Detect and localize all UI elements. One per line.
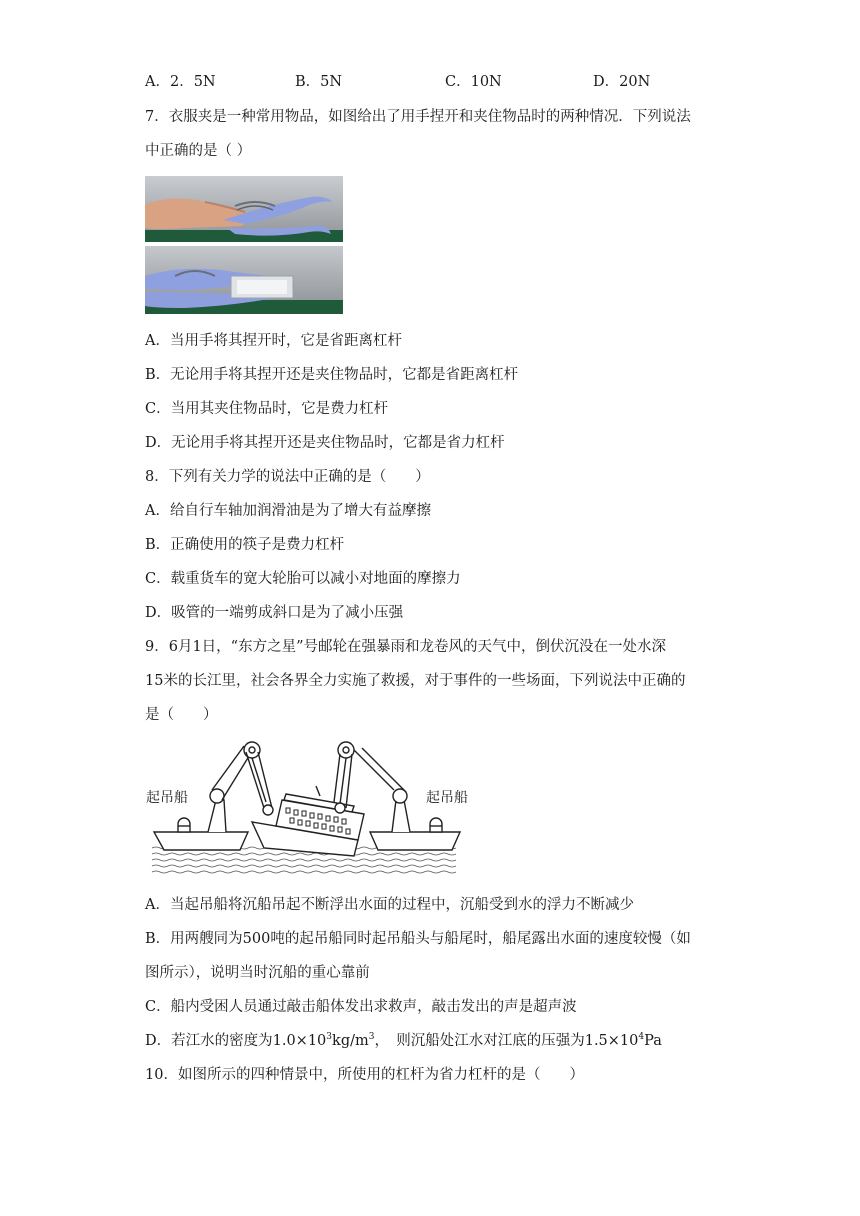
q9-d-part3: ， 则沉船处江水对江底的压强为1.5×10 bbox=[374, 1033, 639, 1049]
q9-option-c: C．船内受困人员通过敲击船体发出求救声，敲击发出的声是超声波 bbox=[145, 999, 577, 1015]
q6-option-d: D．20N bbox=[593, 74, 651, 90]
q8-option-a: A．给自行车轴加润滑油是为了增大有益摩擦 bbox=[145, 503, 431, 519]
clothespin-pinched-photo bbox=[145, 176, 343, 242]
crane-ship-figure bbox=[140, 738, 480, 882]
q7-stem-line1: 7．衣服夹是一种常用物品，如图给出了用手捏开和夹住物品时的两种情况．下列说法 bbox=[145, 109, 691, 125]
q6-option-b: B．5N bbox=[295, 74, 343, 90]
q7-stem-line2: 中正确的是（ ） bbox=[145, 143, 252, 159]
left-crane-label: 起吊船 bbox=[146, 789, 188, 805]
q8-stem: 8．下列有关力学的说法中正确的是（ ） bbox=[145, 469, 430, 485]
q7-option-c: C．当用其夹住物品时，它是费力杠杆 bbox=[145, 401, 389, 417]
q8-option-b: B．正确使用的筷子是费力杠杆 bbox=[145, 537, 345, 553]
q9-stem-line3: 是（ ） bbox=[145, 707, 218, 723]
q8-option-c: C．载重货车的宽大轮胎可以减小对地面的摩擦力 bbox=[145, 571, 461, 587]
q9-option-d bbox=[145, 1031, 662, 1051]
q10-stem: 10．如图所示的四种情景中，所使用的杠杆为省力杠杆的是（ ） bbox=[145, 1067, 584, 1083]
q9-option-b-line2: 图所示），说明当时沉船的重心靠前 bbox=[145, 965, 370, 981]
q7-option-b: B．无论用手将其捏开还是夹住物品时，它都是省距离杠杆 bbox=[145, 367, 519, 383]
right-crane-label: 起吊船 bbox=[426, 789, 468, 805]
q9-d-part2: kg/m bbox=[332, 1033, 369, 1049]
q9-stem-line2: 15米的长江里，社会各界全力实施了救援，对于事件的一些场面，下列说法中正确的 bbox=[145, 673, 686, 689]
q9-d-part1: D．若江水的密度为1.0×10 bbox=[145, 1033, 327, 1049]
q9-d-exp2: 3 bbox=[368, 1032, 375, 1043]
q9-d-exp1: 3 bbox=[326, 1032, 333, 1043]
q6-option-c: C．10N bbox=[445, 74, 502, 90]
q7-option-d: D．无论用手将其捏开还是夹住物品时，它都是省力杠杆 bbox=[145, 435, 505, 451]
q9-option-b-line1: B．用两艘同为500吨的起吊船同时起吊船头与船尾时，船尾露出水面的速度较慢（如 bbox=[145, 931, 691, 947]
q9-d-part4: Pa bbox=[644, 1033, 662, 1049]
q9-stem-line1: 9．6月1日，“东方之星”号邮轮在强暴雨和龙卷风的天气中，倒伏沉没在一处水深 bbox=[145, 639, 666, 655]
q9-option-a: A．当起吊船将沉船吊起不断浮出水面的过程中，沉船受到水的浮力不断减少 bbox=[145, 897, 634, 913]
q6-option-a: A．2．5N bbox=[145, 74, 216, 90]
clothespin-clamping-photo bbox=[145, 246, 343, 314]
q8-option-d: D．吸管的一端剪成斜口是为了减小压强 bbox=[145, 605, 404, 621]
q9-d-exp3: 4 bbox=[638, 1032, 645, 1043]
q7-option-a: A．当用手将其捏开时，它是省距离杠杆 bbox=[145, 333, 402, 349]
